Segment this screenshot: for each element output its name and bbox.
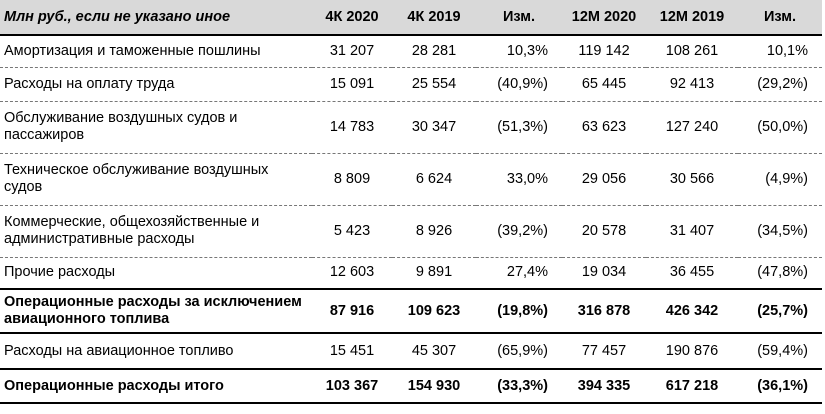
header-label: Млн руб., если не указано иное (4, 9, 231, 25)
cell-4q-2020: 15 091 (312, 67, 392, 101)
table-row (0, 35, 822, 67)
cell-12m-2019: 190 876 (665, 342, 719, 359)
cell-change-year: (59,4%) (757, 342, 808, 359)
cell-change-year: 10,1% (766, 42, 808, 59)
cell-12m-2020: 119 142 (578, 42, 630, 59)
cell-4q-2019: 28 281 (411, 42, 457, 59)
cell-12m-2019: 127 240 (646, 101, 738, 153)
cell-12m-2019: 30 566 (646, 153, 738, 205)
cell-4q-2019: 109 623 (392, 289, 476, 333)
cell-change-quarter: (65,9%) (497, 342, 548, 359)
cell-12m-2019: 92 413 (646, 67, 738, 101)
header-change-year: Изм. (763, 9, 797, 25)
cell-4q-2019: 45 307 (411, 342, 457, 359)
row-label: Операционные расходы итого (0, 369, 312, 403)
cell-4q-2019: 9 891 (392, 257, 476, 289)
cell-change-year: (4,9%) (738, 153, 822, 205)
row-label: Прочие расходы (0, 257, 312, 289)
cell-12m-2020: 77 457 (581, 342, 627, 359)
header-change-quarter: Изм. (502, 9, 536, 25)
cell-4q-2020: 5 423 (312, 205, 392, 257)
table-row (0, 205, 822, 257)
cell-12m-2020: 394 335 (562, 369, 646, 403)
cell-change-quarter: (51,3%) (476, 101, 562, 153)
cell-change-year: (34,5%) (738, 205, 822, 257)
row-label: Обслуживание воздушных судов и пассажиров (0, 101, 312, 153)
cell-4q-2019: 6 624 (392, 153, 476, 205)
header-12m-2019: 12М 2019 (659, 9, 725, 25)
subtotal-row (0, 289, 822, 333)
cell-4q-2020: 103 367 (312, 369, 392, 403)
cell-12m-2020: 20 578 (562, 205, 646, 257)
header-12m-2020: 12М 2020 (571, 9, 637, 25)
row-label: Коммерческие, общехозяйственные и административные расходы (0, 205, 312, 257)
cell-4q-2020: 14 783 (312, 101, 392, 153)
cell-change-quarter: 10,3% (506, 42, 548, 59)
cell-4q-2019: 154 930 (392, 369, 476, 403)
cell-change-year: (25,7%) (738, 289, 822, 333)
header-4q-2020: 4К 2020 (325, 9, 379, 25)
cell-12m-2020: 19 034 (562, 257, 646, 289)
table-row (0, 333, 822, 369)
cell-change-year: (47,8%) (738, 257, 822, 289)
cell-12m-2019: 36 455 (646, 257, 738, 289)
cell-12m-2019: 108 261 (665, 42, 719, 59)
cell-change-quarter: (19,8%) (476, 289, 562, 333)
cell-change-quarter: (39,2%) (476, 205, 562, 257)
cell-12m-2019: 617 218 (646, 369, 738, 403)
cell-12m-2020: 29 056 (562, 153, 646, 205)
cell-4q-2020: 8 809 (312, 153, 392, 205)
cell-4q-2020: 31 207 (329, 42, 375, 59)
cell-change-quarter: 27,4% (476, 257, 562, 289)
cell-change-quarter: (40,9%) (476, 67, 562, 101)
cell-change-year: (29,2%) (738, 67, 822, 101)
row-label: Расходы на оплату труда (0, 67, 312, 101)
header-row (0, 0, 822, 35)
cell-12m-2020: 316 878 (562, 289, 646, 333)
cell-4q-2019: 25 554 (392, 67, 476, 101)
row-label: Операционные расходы за исключением авиационного топлива (0, 289, 312, 333)
row-label: Амортизация и таможенные пошлины (4, 42, 261, 59)
cell-12m-2019: 31 407 (646, 205, 738, 257)
row-label: Техническое обслуживание воздушных судов (0, 153, 312, 205)
cell-12m-2020: 63 623 (562, 101, 646, 153)
table-row (0, 101, 822, 153)
cell-change-year: (50,0%) (738, 101, 822, 153)
cell-12m-2019: 426 342 (646, 289, 738, 333)
table-row (0, 67, 822, 101)
header-4q-2019: 4К 2019 (407, 9, 461, 25)
cell-4q-2019: 30 347 (392, 101, 476, 153)
cell-4q-2020: 12 603 (312, 257, 392, 289)
row-label: Расходы на авиационное топливо (4, 342, 234, 359)
cell-4q-2019: 8 926 (392, 205, 476, 257)
cell-change-quarter: (33,3%) (476, 369, 562, 403)
table-row (0, 153, 822, 205)
cell-change-year: (36,1%) (738, 369, 822, 403)
total-row (0, 369, 822, 403)
cell-4q-2020: 15 451 (329, 342, 375, 359)
cell-change-quarter: 33,0% (476, 153, 562, 205)
cell-4q-2020: 87 916 (312, 289, 392, 333)
cell-12m-2020: 65 445 (562, 67, 646, 101)
table-row (0, 257, 822, 289)
